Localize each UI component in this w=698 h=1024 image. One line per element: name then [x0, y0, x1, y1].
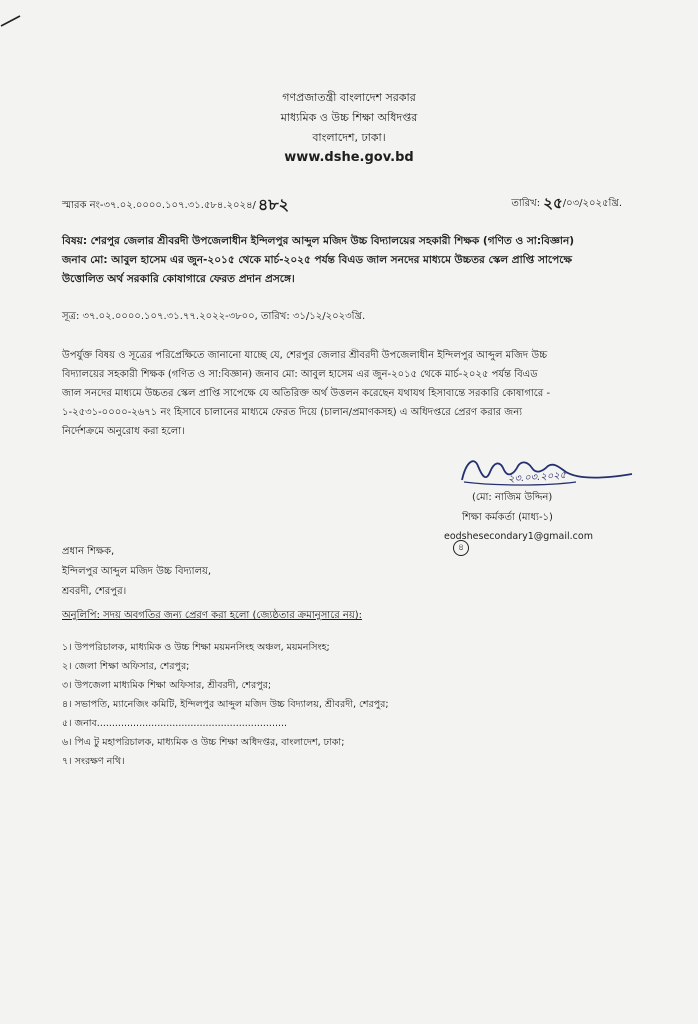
recipient-block [62, 542, 211, 602]
website-link[interactable]: www.dshe.gov.bd [284, 150, 414, 165]
copy-list [62, 638, 389, 771]
copy-item: ৬। পিএ টু মহাপরিচালক, মাধ্যমিক ও উচ্চ শিক্ষা অধিদপ্তর, বাংলাদেশ, ঢাকা; [62, 737, 345, 748]
directorate-name: মাধ্যমিক ও উচ্চ শিক্ষা অধিদপ্তর [280, 111, 418, 124]
date-label: তারিখ: [511, 198, 541, 209]
pen-stroke-mark [0, 14, 22, 28]
copy-item: ৩। উপজেলা মাধ্যমিক শিক্ষা অফিসার, শ্রীবরদী, শেরপুর; [62, 680, 272, 691]
copy-heading: অনুলিপি: সদয় অবগতির জন্য প্রেরণ করা হলো (জ্যেষ্ঠতার ক্রমানুসারে নয়): [62, 610, 363, 621]
copy-item: ৫। জনাব............................................................... [62, 718, 288, 729]
body-line: উপর্যুক্ত বিষয় ও সূত্রের পরিপ্রেক্ষিতে জানানো যাচ্ছে যে, শেরপুর জেলার শ্রীবরদী উপজেলাধীন ইন্দিলপুর আব্দুল মজিদ উচ্চ [62, 350, 548, 361]
recipient-line: প্রধান শিক্ষক, [62, 546, 115, 557]
government-name: গণপ্রজাতন্ত্রী বাংলাদেশ সরকার [282, 91, 416, 104]
memo-number-prefix: স্মারক নং-৩৭.০২.০০০০.১০৭.৩১.৫৮৪.২০২৪/ [62, 200, 256, 211]
memo-row [62, 188, 622, 212]
copy-item: ৭। সংরক্ষণ নথি। [62, 756, 125, 767]
body-line: নির্দেশক্রমে অনুরোধ করা হলো। [62, 426, 185, 437]
signature-date: ২৩.০৩.২০২৫ [507, 469, 567, 486]
letterhead [0, 88, 698, 168]
body-line: জাল সনদের মাধ্যমে উচ্চতর স্কেল প্রাপ্তি সাপেক্ষে যে অতিরিক্ত অর্থ উত্তলন করেছেন যথাযথ হিসাবান্তে সরকারি কোষাগারে - [62, 388, 551, 399]
copy-item: ১। উপপরিচালক, মাধ্যমিক ও উচ্চ শিক্ষা ময়মনসিংহ অঞ্চল, ময়মনসিংহ; [62, 642, 330, 653]
date-rest: /০৩/২০২৫খ্রি. [562, 198, 622, 209]
copy-item: ৪। সভাপতি, ম্যানেজিং কমিটি, ইন্দিলপুর আব্দুল মজিদ উচ্চ বিদ্যালয়, শ্রীবরদী, শেরপুর; [62, 699, 389, 710]
memo-number [62, 192, 289, 219]
recipient-line: শ্রবরদী, শেরপুর। [62, 586, 127, 597]
office-location: বাংলাদেশ, ঢাকা। [312, 131, 386, 144]
signatory-email[interactable]: eodshesecondary1@gmail.com [444, 531, 593, 542]
reference-line: সূত্র: ৩৭.০২.০০০০.১০৭.৩১.৭৭.২০২২-৩৮০০, তারিখ: ৩১/১২/২০২৩খ্রি. [62, 311, 366, 322]
memo-date [511, 192, 622, 217]
subject-block [62, 232, 628, 289]
memo-number-handwritten: ৪৮২ [257, 195, 290, 214]
circled-mark: ৪ [453, 540, 469, 556]
body-line: বিদ্যালয়ের সহকারী শিক্ষক (গণিত ও সা:বিজ্ঞান) জনাব মো: আবুল হাসেম এর জুন-২০১৫ থেকে মার্চ-২০২৫ পর্যন্ত বিএড [62, 369, 538, 380]
body-paragraph [62, 346, 622, 441]
recipient-line: ইন্দিলপুর আব্দুল মজিদ উচ্চ বিদ্যালয়, [62, 566, 212, 577]
signatory-title: শিক্ষা কর্মকর্তা (মাধ্য-১) [462, 512, 553, 523]
subject-line: জনাব মো: আবুল হাসেম এর জুন-২০১৫ থেকে মার্চ-২০২৫ পর্যন্ত বিএড জাল সনদের মাধ্যমে উচ্চতর স্কেল প্রাপ্তি সাপেক্ষে [62, 254, 572, 266]
date-handwritten: ২৫ [543, 194, 563, 212]
body-line: ১-২৫৩১-০০০০-২৬৭১ নং হিসাবে চালানের মাধ্যমে ফেরত দিয়ে (চালান/প্রমাণকসহ) এ অধিদপ্তরে প্রেরণ করার জন্য [62, 407, 523, 418]
copy-item: ২। জেলা শিক্ষা অফিসার, শেরপুর; [62, 661, 190, 672]
signatory-name: (মো: নাজিম উদ্দিন) [472, 492, 553, 503]
subject-line: উত্তোলিত অর্থ সরকারি কোষাগারে ফেরত প্রদান প্রসঙ্গে। [62, 273, 295, 285]
subject-line: বিষয়: শেরপুর জেলার শ্রীবরদী উপজেলাধীন ইন্দিলপুর আব্দুল মজিদ উচ্চ বিদ্যালয়ের সহকারী শিক্ষক (গণিত ও সা:বিজ্ঞান) [62, 235, 575, 247]
